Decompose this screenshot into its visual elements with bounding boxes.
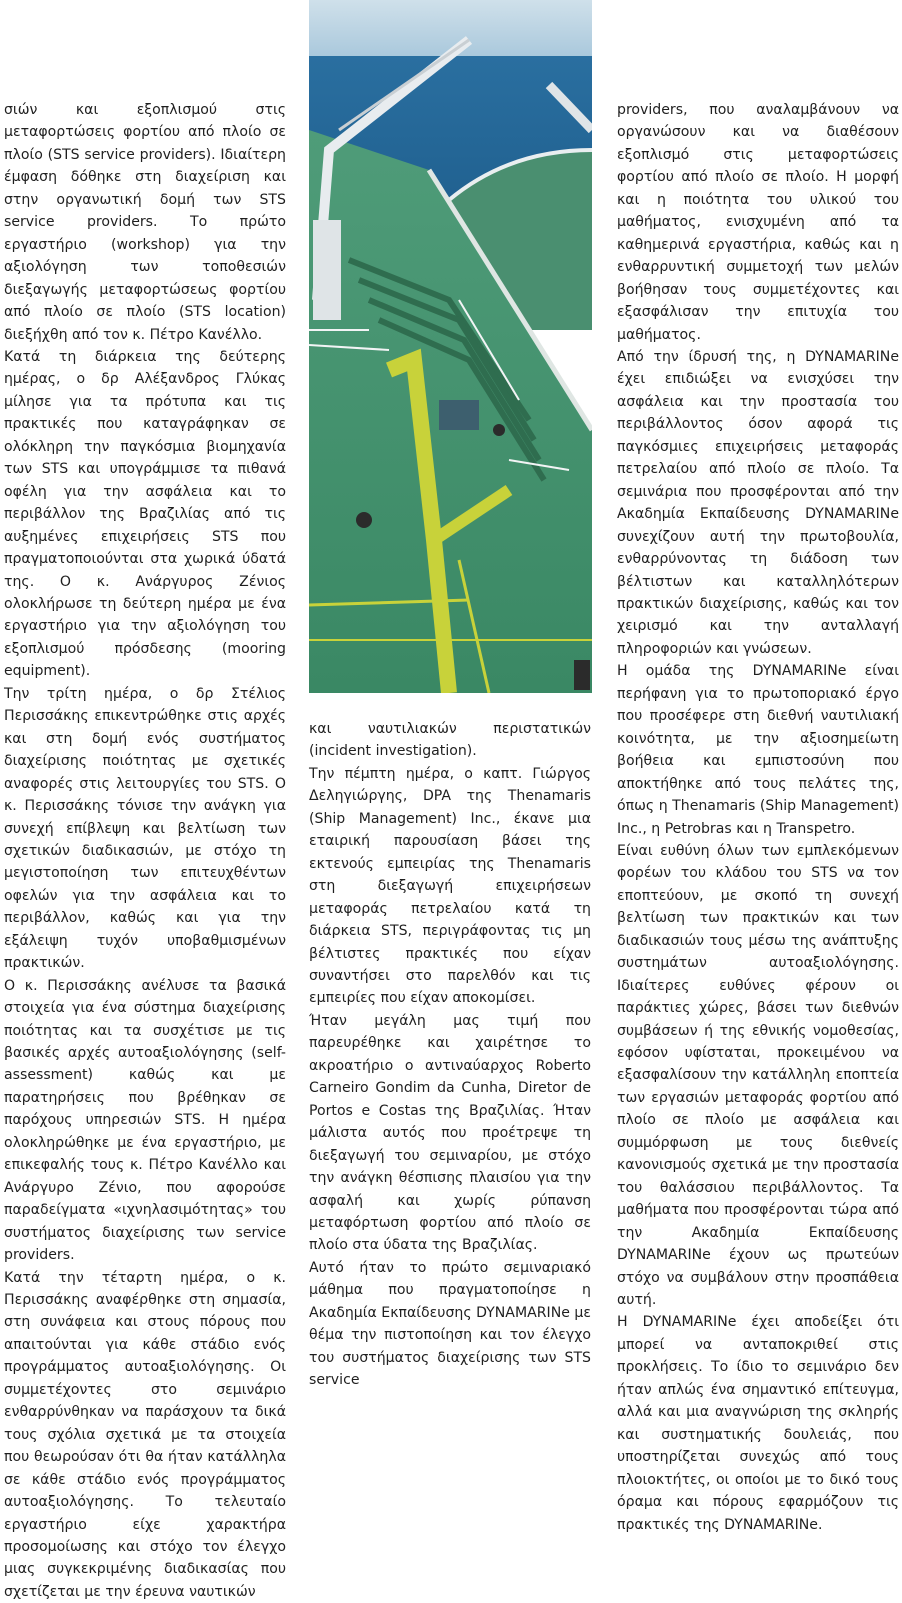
paragraph: Από την ίδρυσή της, η DYNAMARINe έχει επιδιώξει να ενισχύσει την ασφάλεια και την προστασία του περιβάλλοντος όσον αφορά τις παγκόσμιες επιχειρήσεις μεταφοράς πετρελαίου από πλοίο σε πλοίο. Τα σεμινάρια που προσφέρονται από την Ακαδημία Εκπαίδευσης DYNAMARINe συνεχίζουν αυτή την πρωτοβουλία, ενθαρρύνοντας τη διάδοση των βέλτιστων και καταλληλότερων πρακτικών διαχείρισης, καθώς και τον χειρισμό και την ανταλλαγή πληροφοριών και γνώσεων. <box>617 348 899 657</box>
paragraph: Η ομάδα της DYNAMARINe είναι περήφανη για το πρωτοποριακό έργο που προσέφερε στη διεθνή ναυτιλιακή κοινότητα, με την αξιοσημείωτη βοήθεια και εμπιστοσύνη που αποκτήθηκε από τους πελάτες της, όπως η Thenamaris (Ship Management) Inc., η Petrobras και η Transpetro. <box>617 663 899 837</box>
paragraph: Την πέμπτη ημέρα, ο καπτ. Γιώργος Δεληγιώργης, DPA της Thenamaris (Ship Management) Inc., έκανε μια εταιρική παρουσίαση βάσει της εκτενούς εμπειρίας της Thenamaris στη διεξαγωγή επιχειρήσεων μεταφοράς πετρελαίου κατά τη διάρκεια STS, περιγράφοντας τις μη βέλτιστες πρακτικές που είχαν συναντήσει στο παρελθόν και τις εμπειρίες που είχαν αποκομίσει. <box>309 765 591 1007</box>
tanker-deck-illustration <box>309 0 592 693</box>
paragraph: Η DYNAMARINe έχει αποδείξει ότι μπορεί να ανταποκριθεί στις προκλήσεις. Το ίδιο το σεμινάριο δεν ήταν απλώς ένα σημαντικό επίτευγμα, αλλά και μια αναγνώριση της σκληρής και συστηματικής δουλειάς, που υποστηρίζεται συνεχώς από τους πλοιοκτήτες, οι οποίοι με το δικό τους όραμα και πόρους εφαρμόζουν τις πρακτικές της DYNAMARINe. <box>617 1314 899 1533</box>
paragraph: Την τρίτη ημέρα, ο δρ Στέλιος Περισσάκης επικεντρώθηκε στις αρχές και στη δομή ενός συστήματος διαχείρισης ποιότητας με σχετικές αναφορές στις λειτουργίες του STS. Ο κ. Περισσάκης τόνισε την ανάγκη για συνεχή επίβλεψη και βελτίωση των σχετικών διαδικασιών, με στόχο τη μεγιστοποίηση των επιτευχθέντων οφελών για την ασφάλεια και το περιβάλλον, καθώς και για την εξάλειψη τυχόν υποβαθμισμένων πρακτικών. <box>4 685 286 972</box>
tanker-deck-photo <box>309 0 592 693</box>
article-column-3 <box>617 99 899 1536</box>
paragraph: providers, που αναλαμβάνουν να οργανώσουν και να διαθέσουν εξοπλισμό στις μεταφορτώσεις φορτίου από πλοίο σε πλοίο. Η μορφή και η ποιότητα του υλικού του μαθήματος, ενισχυμένη από τα καθημερινά εργαστήρια, καθώς και η ενθαρρυντική συμμετοχή των μελών βοήθησαν τους συμμετέχοντες και εξασφάλισαν την επιτυχία του μαθήματος. <box>617 102 899 343</box>
paragraph: Αυτό ήταν το πρώτο σεμιναριακό μάθημα που πραγματοποίησε η Ακαδημία Εκπαίδευσης DYNAMARINe με θέμα την πιστοποίηση και τον έλεγχο του συστήματος διαχείρισης των STS service <box>309 1259 591 1389</box>
paragraph: σιών και εξοπλισμού στις μεταφορτώσεις φορτίου από πλοίο σε πλοίο (STS service providers). Ιδιαίτερη έμφαση δόθηκε στη διαχείριση και στην οργανωτική δομή των STS service providers. Το πρώτο εργαστήριο (workshop) για την αξιολόγηση των τοποθεσιών διεξαγωγής μεταφορτώσεως φορτίου από πλοίο σε πλοίο (STS location) διεξήχθη από τον κ. Πέτρο Κανέλλο. <box>4 102 286 343</box>
paragraph: Ήταν μεγάλη μας τιμή που παρευρέθηκε και χαιρέτησε το ακροατήριο ο αντιναύαρχος Roberto Carneiro Gondim da Cunha, Diretor de Portos e Costas της Βραζιλίας. Ήταν μάλιστα αυτός που προέτρεψε τη διεξαγωγή του σεμιναρίου, με στόχο την ανάγκη θέσπισης πλαισίου για την ασφαλή και χωρίς ρύπανση μεταφόρτωση φορτίου από πλοίο σε πλοίο στα ύδατα της Βραζιλίας. <box>309 1012 591 1254</box>
paragraph: και ναυτιλιακών περιστατικών (incident investigation). <box>309 721 591 760</box>
paragraph: Είναι ευθύνη όλων των εμπλεκόμενων φορέων του κλάδου του STS να τον εποπτεύουν, με σκοπό τη συνεχή βελτίωση των πρακτικών και των διαδικασιών τους μέσω της ανάπτυξης συστημάτων αυτοαξιολόγησης. Ιδιαίτερες ευθύνες φέρουν οι παράκτιες χώρες, βάσει των διεθνών συμβάσεων ή της εθνικής νομοθεσίας, εφόσον υφίσταται, προκειμένου να εξασφαλίσουν την κατάλληλη εποπτεία των εργασιών μεταφοράς φορτίου από πλοίο σε πλοίο με ασφάλεια και συμμόρφωση με τους διεθνείς κανονισμούς σχετικά με την προστασία του θαλάσσιου περιβάλλοντος. Τα μαθήματα που προσφέρονται τώρα από την Ακαδημία Εκπαίδευσης DYNAMARINe έχουν ως πρωτεύων στόχο να συμβάλουν στην προσπάθεια αυτή. <box>617 842 899 1309</box>
article-column-1 <box>4 99 286 1603</box>
paragraph: Κατά τη διάρκεια της δεύτερης ημέρας, ο δρ Αλέξανδρος Γλύκας μίλησε για τα πρότυπα και τις πρακτικές που καταγράφηκαν σε ολόκληρη την παγκόσμια βιομηχανία των STS και υπογράμμισε τα πιθανά οφέλη για την ασφάλεια και το περιβάλλον της Βραζιλίας από τις αυξημένες επιχειρήσεις STS που πραγματοποιούνται στα χωρικά ύδατά της. Ο κ. Ανάργυρος Ζένιος ολοκλήρωσε τη δεύτερη ημέρα με ένα εργαστήριο για την αξιολόγηση του εξοπλισμού πρόσδεσης (mooring equipment). <box>4 348 286 680</box>
paragraph: Ο κ. Περισσάκης ανέλυσε τα βασικά στοιχεία για ένα σύστημα διαχείρισης ποιότητας και τα συσχέτισε με τις βασικές αρχές αυτοαξιολόγησης (self-assessment) καθώς και με παρατηρήσεις που βρέθηκαν σε παρόχους υπηρεσιών STS. Η ημέρα ολοκληρώθηκε με ένα εργαστήριο, με επικεφαλής τους κ. Πέτρο Κανέλλο και Ανάργυρο Ζένιο, που αφορούσε παραδείγματα «ιχνηλασιμότητας» του συστήματος διαχείρισης των service providers. <box>4 977 286 1264</box>
paragraph: Κατά την τέταρτη ημέρα, ο κ. Περισσάκης αναφέρθηκε στη σημασία, στη συνάφεια και στους πόρους που απαιτούνται για κάθε στάδιο ενός προγράμματος αυτοαξιολόγησης. Οι συμμετέχοντες στο σεμινάριο ενθαρρύνθηκαν να παράσχουν τα δικά τους σχόλια σχετικά με τα στοιχεία που θεωρούσαν ότι θα ήταν κατάλληλα σε κάθε στάδιο ενός προγράμματος αυτοαξιολόγησης. Το τελευταίο εργαστήριο είχε χαρακτήρα προσομοίωσης και στόχο τον έλεγχο μιας συγκεκριμένης διαδικασίας που σχετίζεται με την έρευνα ναυτικών <box>4 1269 286 1600</box>
crane-post <box>313 220 341 320</box>
